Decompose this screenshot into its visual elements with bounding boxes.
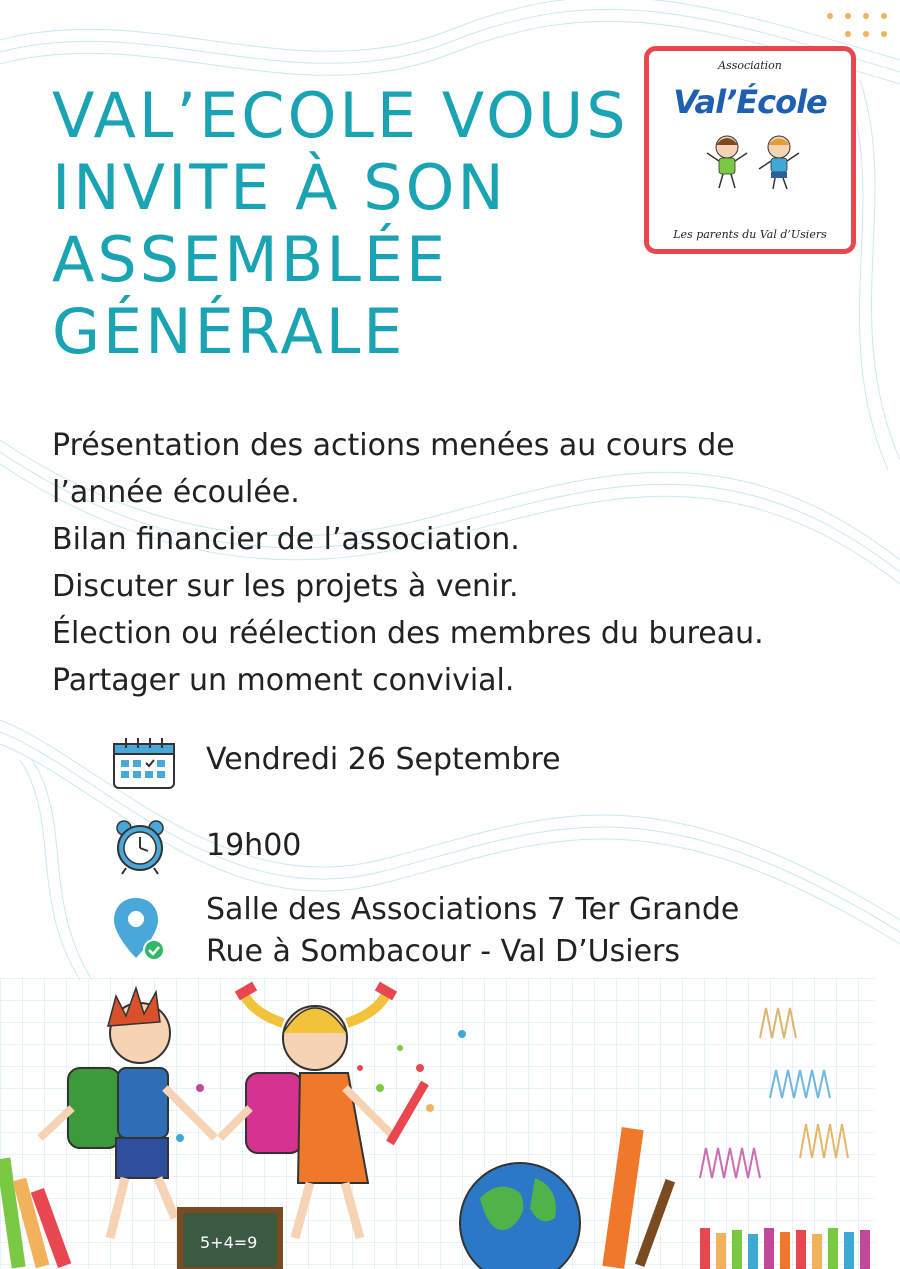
logo-tagline: Les parents du Val d’Usiers (673, 228, 827, 241)
agenda-line: Bilan financier de l’association. (52, 522, 520, 557)
logo-top-label: Association (718, 59, 782, 72)
title-line: INVITE À SON (52, 151, 507, 224)
calendar-icon (112, 736, 176, 790)
event-location-line2: Rue à Sombacour - Val D’Usiers (206, 934, 680, 969)
location-pin-icon (112, 896, 168, 962)
chalkboard-text: 5+4=9 (200, 1233, 258, 1252)
event-time: 19h00 (206, 828, 302, 863)
alarm-clock-icon (112, 818, 168, 876)
event-date: Vendredi 26 Septembre (206, 742, 561, 777)
agenda-line: l’année écoulée. (52, 475, 300, 510)
page-title (52, 80, 652, 368)
school-illustration (0, 978, 900, 1269)
title-line: VAL’ECOLE VOUS (52, 79, 629, 152)
event-location-line1: Salle des Associations 7 Ter Grande (206, 892, 740, 927)
logo-children-icon (689, 133, 819, 191)
agenda-list (52, 422, 872, 704)
decorative-dots (826, 12, 896, 42)
agenda-line: Partager un moment convivial. (52, 663, 515, 698)
title-line: GÉNÉRALE (52, 295, 406, 368)
agenda-line: Discuter sur les projets à venir. (52, 569, 519, 604)
title-line: ASSEMBLÉE (52, 223, 449, 296)
logo-name: Val’École (673, 83, 827, 121)
agenda-line: Présentation des actions menées au cours de (52, 428, 735, 463)
association-logo (644, 46, 856, 254)
agenda-line: Élection ou réélection des membres du bureau. (52, 616, 764, 651)
